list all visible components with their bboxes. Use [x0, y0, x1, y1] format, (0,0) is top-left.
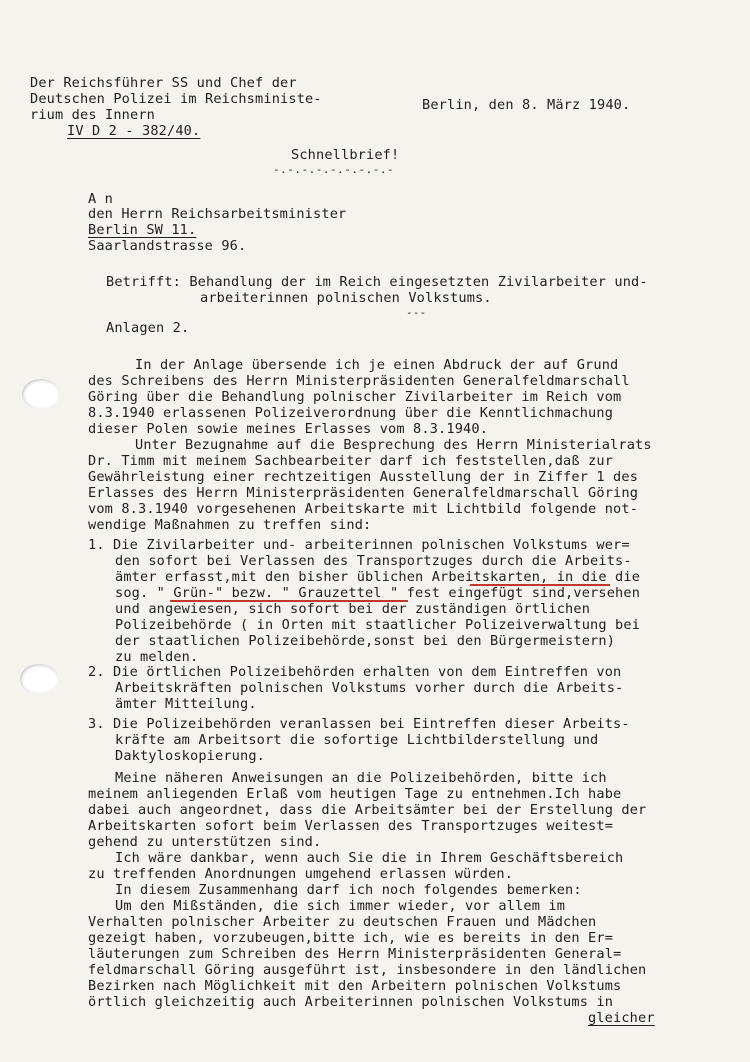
item3-line: Daktyloskopierung. — [115, 748, 266, 764]
place-date: Berlin, den 8. März 1940. — [422, 97, 631, 113]
subject-rule: --- — [406, 306, 427, 319]
item2-line: 2. Die örtlichen Polizeibehörden erhalten von dem Eintreffen von — [88, 664, 622, 680]
delivery-rule: -.-.-.-.-.-.-.-.- — [273, 163, 395, 176]
para1-line: In der Anlage übersende ich je einen Abdruck der auf Grund — [135, 357, 619, 373]
reference-number: IV D 2 - 382/40. — [67, 123, 201, 139]
para1-line: des Schreibens des Herrn Ministerpräsidenten Generalfeldmarschall — [88, 373, 630, 389]
para4-line: zu treffenden Anordnungen umgehend erlassen würden. — [88, 866, 514, 882]
para1-line: Göring über die Behandlung polnischer Zivilarbeiter im Reich vom — [88, 389, 622, 405]
para6-line: Verhalten polnischer Arbeiter zu deutschen Frauen und Mädchen — [88, 914, 597, 930]
para2-line: wendige Maßnahmen zu treffen sind: — [88, 517, 372, 533]
sender-line-1: Der Reichsführer SS und Chef der — [30, 75, 297, 91]
para3-line: dabei auch angeordnet, dass die Arbeitsämter bei der Erstellung der — [88, 802, 647, 818]
catchword: gleicher — [588, 1010, 655, 1026]
para3-line: gehend zu unterstützen sind. — [88, 834, 322, 850]
para2-line: Erlasses des Herrn Ministerpräsidenten Generalfeldmarschall Göring — [88, 485, 639, 501]
sender-line-2: Deutschen Polizei im Reichsministe- — [30, 91, 322, 107]
para3-line: meinem anliegenden Erlaß vom heutigen Tage zu entnehmen.Ich habe — [88, 786, 622, 802]
para6-line: Um den Mißständen, die sich immer wieder, vor allem im — [115, 898, 566, 914]
para6-line: Bezirken nach Möglichkeit mit den Arbeitern polnischen Volkstums — [88, 978, 622, 994]
para1-line: dieser Polen sowie meines Erlasses vom 8.3.1940. — [88, 421, 489, 437]
item1-line: den sofort bei Verlassen des Transportzuges durch die Arbeits- — [115, 553, 632, 569]
para3-line: Meine näheren Anweisungen an die Polizeibehörden, bitte ich — [115, 770, 607, 786]
para4-line: Ich wäre dankbar, wenn auch Sie die in Ihrem Geschäftsbereich — [115, 850, 624, 866]
para6-line: feldmarschall Göring ausgeführt ist, insbesondere in den ländlichen — [88, 962, 647, 978]
para2-line: Dr. Timm mit meinem Sachbearbeiter darf ich feststellen,daß zur — [88, 453, 614, 469]
recipient-city: Berlin SW 11. — [88, 222, 197, 238]
punch-hole-bottom — [20, 664, 58, 694]
item1-line: und angewiesen, sich sofort bei der zuständigen örtlichen — [115, 601, 591, 617]
subject-line-2: arbeiterinnen polnischen Volkstums. — [200, 290, 492, 306]
item1-line: Polizeibehörde ( in Orten mit staatlicher Polizeiverwaltung bei — [115, 617, 641, 633]
punch-hole-top — [22, 379, 60, 409]
para6-line: gezeigt haben, vorzubeugen,bitte ich, wie es bereits in den Er= — [88, 930, 614, 946]
item1-line: ämter erfasst,mit den bisher üblichen Arbeitskarten, in die die — [115, 569, 641, 585]
para6-line: läuterungen zum Schreiben des Herrn Ministerpräsidenten General= — [88, 946, 622, 962]
item1-line: 1. Die Zivilarbeiter und- arbeiterinnen polnischen Volkstums wer= — [88, 537, 630, 553]
item1-line: sog. " Grün-" bezw. " Grauzettel " fest eingefügt sind,versehen — [115, 585, 641, 601]
recipient-street: Saarlandstrasse 96. — [88, 238, 247, 254]
para2-line: vom 8.3.1940 vorgesehenen Arbeitskarte mit Lichtbild folgende not- — [88, 501, 639, 517]
item2-line: ämter Mitteilung. — [115, 696, 257, 712]
para2-line: Gewährleistung einer rechtzeitigen Ausstellung der in Ziffer 1 des — [88, 469, 639, 485]
red-underline-arbeitskarten — [470, 584, 610, 586]
para3-line: Arbeitskarten sofort beim Verlassen des Transportzuges weitest= — [88, 818, 614, 834]
sender-line-3: rium des Innern — [30, 107, 156, 123]
item3-line: kräfte am Arbeitsort die sofortige Lichtbilderstellung und — [115, 732, 599, 748]
attachments: Anlagen 2. — [106, 320, 190, 336]
delivery-label: Schnellbrief! — [291, 147, 400, 163]
item3-line: 3. Die Polizeibehörden veranlassen bei Eintreffen dieser Arbeits- — [88, 716, 630, 732]
para2-line: Unter Bezugnahme auf die Besprechung des Herrn Ministerialrats — [135, 437, 652, 453]
recipient-name: den Herrn Reichsarbeitsminister — [88, 206, 347, 222]
recipient-an: A n — [88, 191, 114, 207]
item2-line: Arbeitskräften polnischen Volkstums vorher durch die Arbeits- — [115, 680, 624, 696]
para5-line: In diesem Zusammenhang darf ich noch folgendes bemerken: — [115, 882, 582, 898]
para1-line: 8.3.1940 erlassenen Polizeiverordnung über die Kenntlichmachung — [88, 405, 614, 421]
item1-line: zu melden. — [115, 649, 199, 665]
item1-line: der staatlichen Polizeibehörde,sonst bei den Bürgermeistern) — [115, 633, 616, 649]
subject-line-1: Betrifft: Behandlung der im Reich eingesetzten Zivilarbeiter und- — [106, 274, 648, 290]
para6-line: örtlich gleichzeitig auch Arbeiterinnen polnischen Volkstums in — [88, 994, 614, 1010]
red-underline-zettel — [170, 600, 408, 602]
